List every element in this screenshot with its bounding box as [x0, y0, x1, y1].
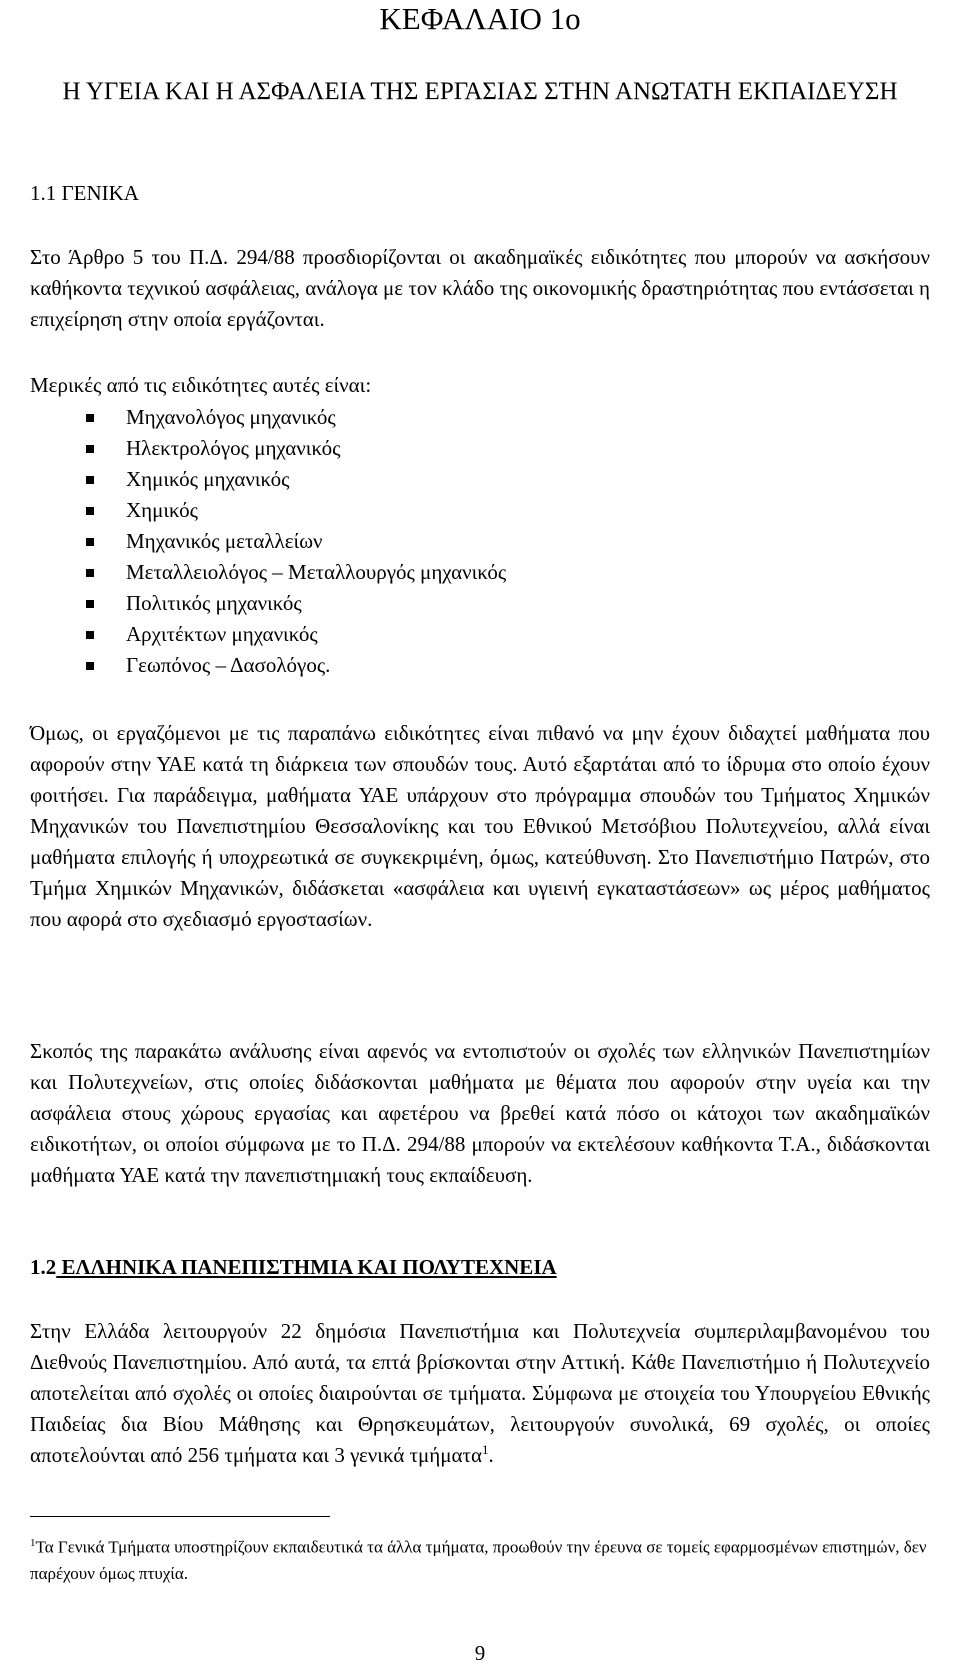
square-bullet-icon [86, 662, 94, 670]
list-item: Αρχιτέκτων μηχανικός [86, 619, 506, 650]
square-bullet-icon [86, 445, 94, 453]
square-bullet-icon [86, 631, 94, 639]
list-item: Πολιτικός μηχανικός [86, 588, 506, 619]
square-bullet-icon [86, 476, 94, 484]
specialties-list [86, 402, 506, 681]
footnote-number: 1 [30, 1537, 36, 1549]
paragraph-analysis-purpose: Σκοπός της παρακάτω ανάλυσης είναι αφενός να εντοπιστούν οι σχολές των ελληνικών Πανεπιστημίων και Πολυτεχνείων, στις οποίες διδάσκονται μαθήματα με θέματα που αφορούν στην υγεία και την ασφάλεια στους χώρους εργασίας και αφετέρου να βρεθεί κατά πόσο οι κάτοχοι των ακαδημαϊκών ειδικοτήτων, οι οποίοι σύμφωνα με το Π.Δ. 294/88 μπορούν να εκτελέσουν καθήκοντα Τ.Α., διδάσκονται μαθήματα ΥΑΕ κατά την πανεπιστημιακή τους εκπαίδευση. [30, 1039, 930, 1187]
footnote-text: Τα Γενικά Τμήματα υποστηρίζουν εκπαιδευτικά τα άλλα τμήματα, προωθούν την έρευνα σε τομείς εφαρμοσμένων επιστημών, δεν παρέχουν όμως πτυχία. [30, 1537, 927, 1583]
list-item: Μεταλλειολόγος – Μεταλλουργός μηχανικός [86, 557, 506, 588]
section-heading-1-1: 1.1 ΓΕΝΙΚΑ [30, 181, 139, 205]
square-bullet-icon [86, 507, 94, 515]
footnote-reference[interactable]: 1 [481, 1442, 489, 1457]
list-item: Χημικός [86, 495, 506, 526]
paragraph-specialties-intro: Μερικές από τις ειδικότητες αυτές είναι: [30, 373, 372, 397]
list-item: Χημικός μηχανικός [86, 464, 506, 495]
list-item: Γεωπόνος – Δασολόγος. [86, 650, 506, 681]
paragraph-article-5: Στο Άρθρο 5 του Π.Δ. 294/88 προσδιορίζονται οι ακαδημαϊκές ειδικότητες που μπορούν να ασκήσουν καθήκοντα τεχνικού ασφάλειας, ανάλογα με τον κλάδο της οικονομικής δραστηριότητας που εντάσσεται η επιχείρηση στην οποία εργάζονται. [30, 245, 930, 331]
chapter-title: ΚΕΦΑΛΑΙΟ 1ο [379, 1, 581, 36]
list-item: Μηχανικός μεταλλείων [86, 526, 506, 557]
paragraph-yae-courses: Όμως, οι εργαζόμενοι με τις παραπάνω ειδικότητες είναι πιθανό να μην έχουν διδαχτεί μαθήματα που αφορούν στην ΥΑΕ κατά τη διάρκεια των σπουδών τους. Αυτό εξαρτάται από το ίδρυμα στο οποίο έχουν φοιτήσει. Για παράδειγμα, μαθήματα ΥΑΕ υπάρχουν στο πρόγραμμα σπουδών του Τμήματος Χημικών Μηχανικών του Πανεπιστημίου Θεσσαλονίκης και του Εθνικού Μετσόβιου Πολυτεχνείου, αλλά είναι μαθήματα επιλογής ή υποχρεωτικά σε συγκεκριμένη, όμως, κατεύθυνση. Στο Πανεπιστήμιο Πατρών, στο Τμήμα Χημικών Μηχανικών, διδάσκεται «ασφάλεια και υγιεινή εγκαταστάσεων» ως μέρος μαθήματος που αφορά στο σχεδιασμό εργοστασίων. [30, 721, 930, 931]
chapter-subtitle: Η ΥΓΕΙΑ ΚΑΙ Η ΑΣΦΑΛΕΙΑ ΤΗΣ ΕΡΓΑΣΙΑΣ ΣΤΗΝ ΑΝΩΤΑΤΗ ΕΚΠΑΙΔΕΥΣΗ [62, 78, 898, 105]
square-bullet-icon [86, 600, 94, 608]
paragraph-greek-universities: Στην Ελλάδα λειτουργούν 22 δημόσια Πανεπιστήμια και Πολυτεχνεία συμπεριλαμβανομένου του Διεθνούς Πανεπιστημίου. Από αυτά, τα επτά βρίσκονται στην Αττική. Κάθε Πανεπιστήμιο ή Πολυτεχνείο αποτελείται από σχολές οι οποίες διαιρούνται σε τμήματα. Σύμφωνα με στοιχεία του Υπουργείου Εθνικής Παιδείας δια Βίου Μάθησης και Θρησκευμάτων, λειτουργούν συνολικά, 69 σχολές, οι οποίες αποτελούνται από 256 τμήματα και 3 γενικά τμήματα$^1$. [30, 1319, 930, 1467]
page-number: 9 [474, 1641, 486, 1665]
list-item: Ηλεκτρολόγος μηχανικός [86, 433, 506, 464]
footnote [30, 1530, 930, 1587]
square-bullet-icon [86, 538, 94, 546]
footnote-separator [30, 1516, 330, 1517]
section-heading-1-2: 1.2 ΕΛΛΗΝΙΚΑ ΠΑΝΕΠΙΣΤΗΜΙΑ ΚΑΙ ΠΟΛΥΤΕΧΝΕΙΑ [30, 1255, 557, 1279]
list-item: Μηχανολόγος μηχανικός [86, 402, 506, 433]
square-bullet-icon [86, 414, 94, 422]
square-bullet-icon [86, 569, 94, 577]
